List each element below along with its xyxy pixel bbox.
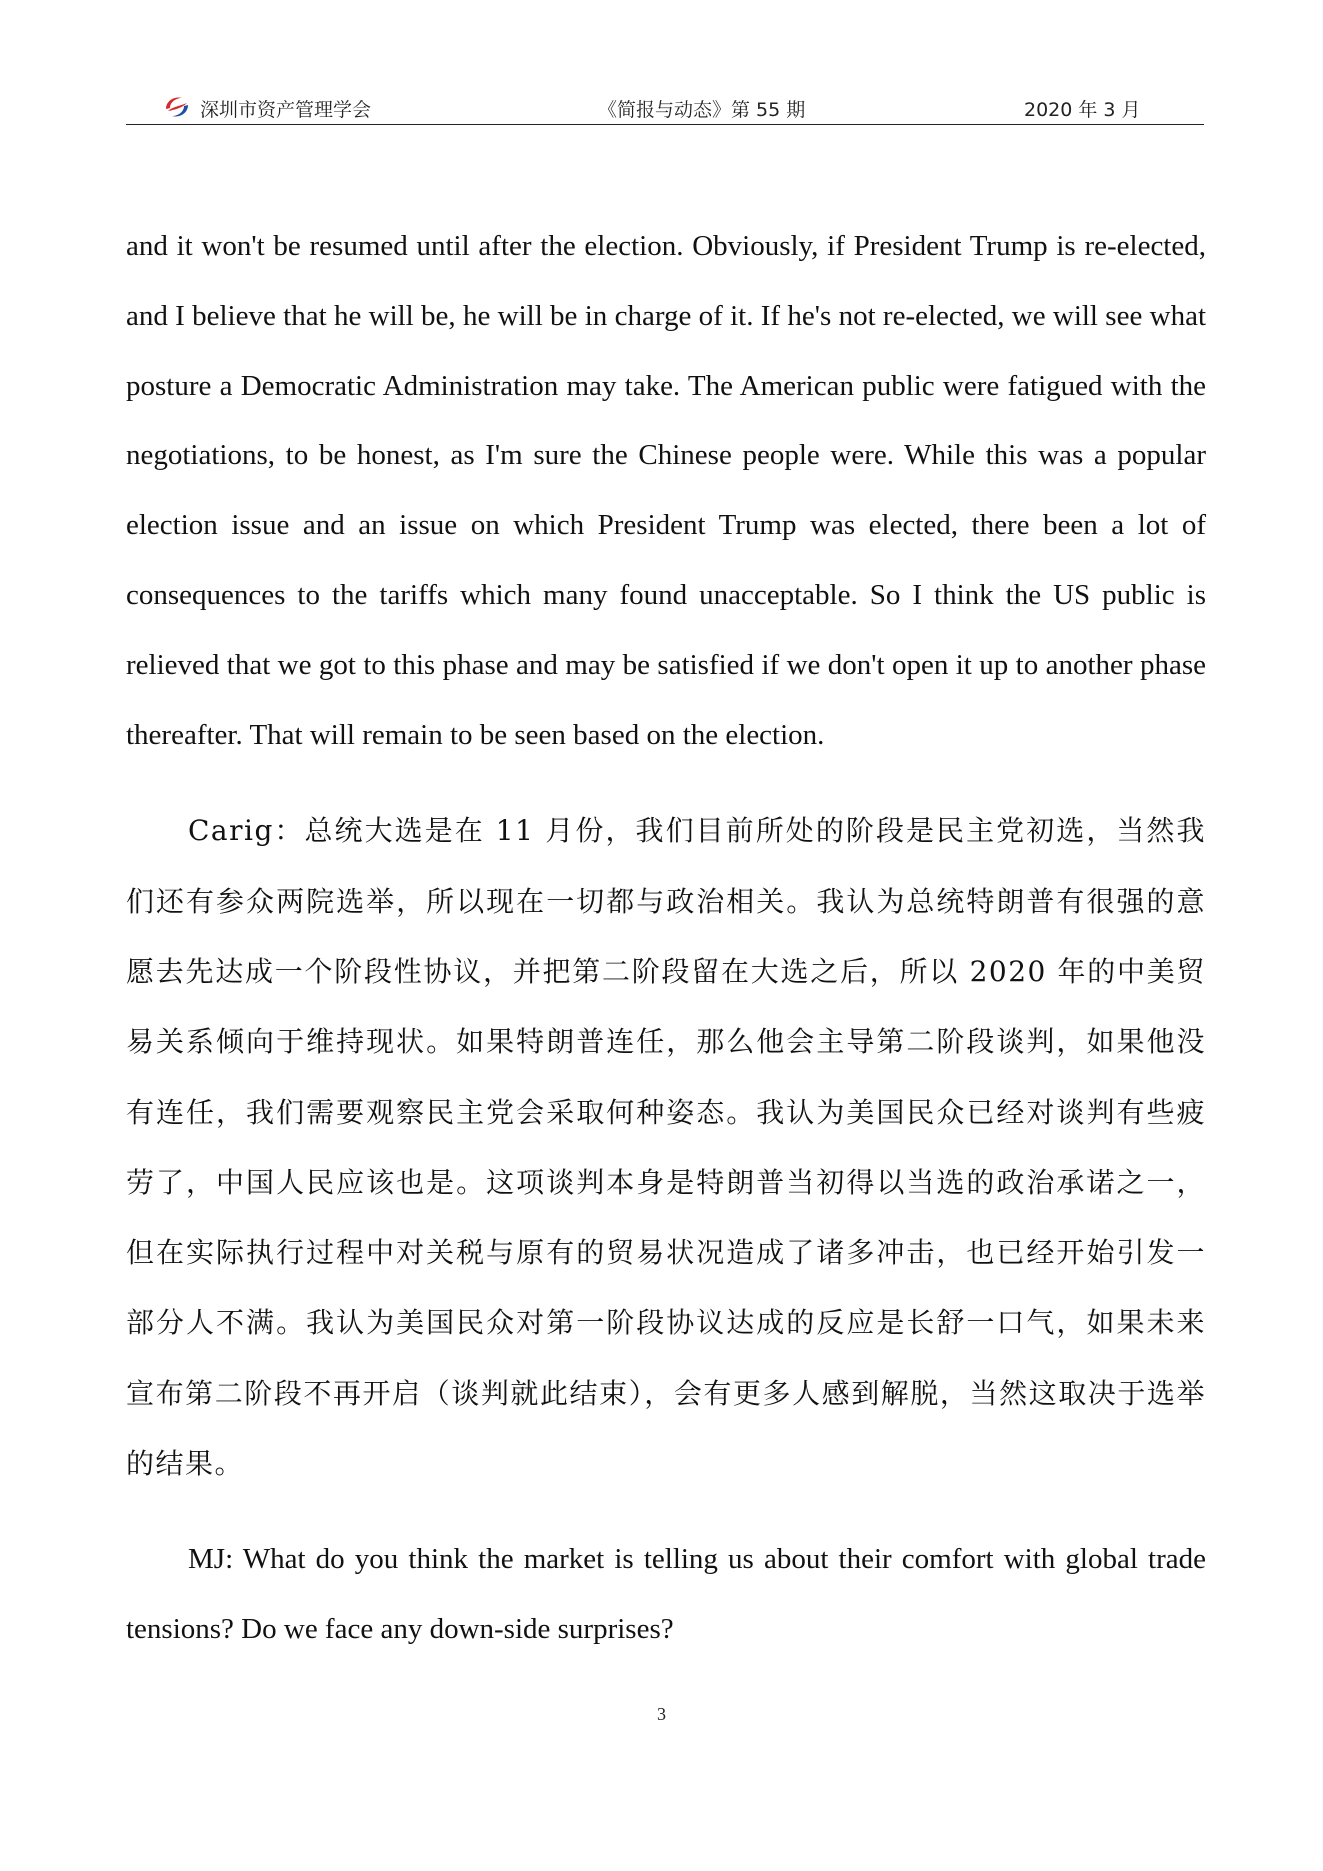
issue-title: 《简报与动态》第 55 期 xyxy=(598,99,806,121)
paragraph-question: MJ: What do you think the market is telling us about their comfort with global trade tensions? Do we face any down-side surprises? xyxy=(126,1543,1206,1646)
page-number: 3 xyxy=(657,1704,666,1724)
paragraph-english-continued: and it won't be resumed until after the election. Obviously, if President Trump is re-elected, and I believe that he will be, he will be in charge of it. If he's not re-elected, we will see what posture a Democratic Administration may take. The American public were fatigued with the negotiations, to be honest, as I'm sure the Chinese people were. While this was a popular election issue and an issue on which President Trump was elected, there been a lot of consequences to the tariffs which many found unacceptable. So I think the US public is relieved that we got to this phase and may be satisfied if we don't open it up to another phase thereafter. That will remain to be seen based on the election. xyxy=(126,230,1206,751)
page-header xyxy=(126,90,1204,125)
paragraph-chinese-translation: Carig：总统大选是在 11 月份，我们目前所处的阶段是民主党初选，当然我们还有参众两院选举，所以现在一切都与政治相关。我认为总统特朗普有很强的意愿去先达成一个阶段性协议，并把第二阶段留在大选之后，所以 2020 年的中美贸易关系倾向于维持现状。如果特朗普连任，那么他会主导第二阶段谈判，如果他没有连任，我们需要观察民主党会采取何种姿态。我认为美国民众已经对谈判有些疲劳了，中国人民应该也是。这项谈判本身是特朗普当初得以当选的政治承诺之一，但在实际执行过程中对关税与原有的贸易状况造成了诸多冲击，也已经开始引发一部分人不满。我认为美国民众对第一阶段协议达成的反应是长舒一口气，如果未来宣布第二阶段不再开启（谈判就此结束），会有更多人感到解脱，当然这取决于选举的结果。 xyxy=(126,814,1206,1481)
organization-name: 深圳市资产管理学会 xyxy=(200,99,372,121)
document-body xyxy=(126,212,1206,1665)
issue-date: 2020 年 3 月 xyxy=(1024,99,1141,121)
society-logo-icon xyxy=(162,94,192,120)
